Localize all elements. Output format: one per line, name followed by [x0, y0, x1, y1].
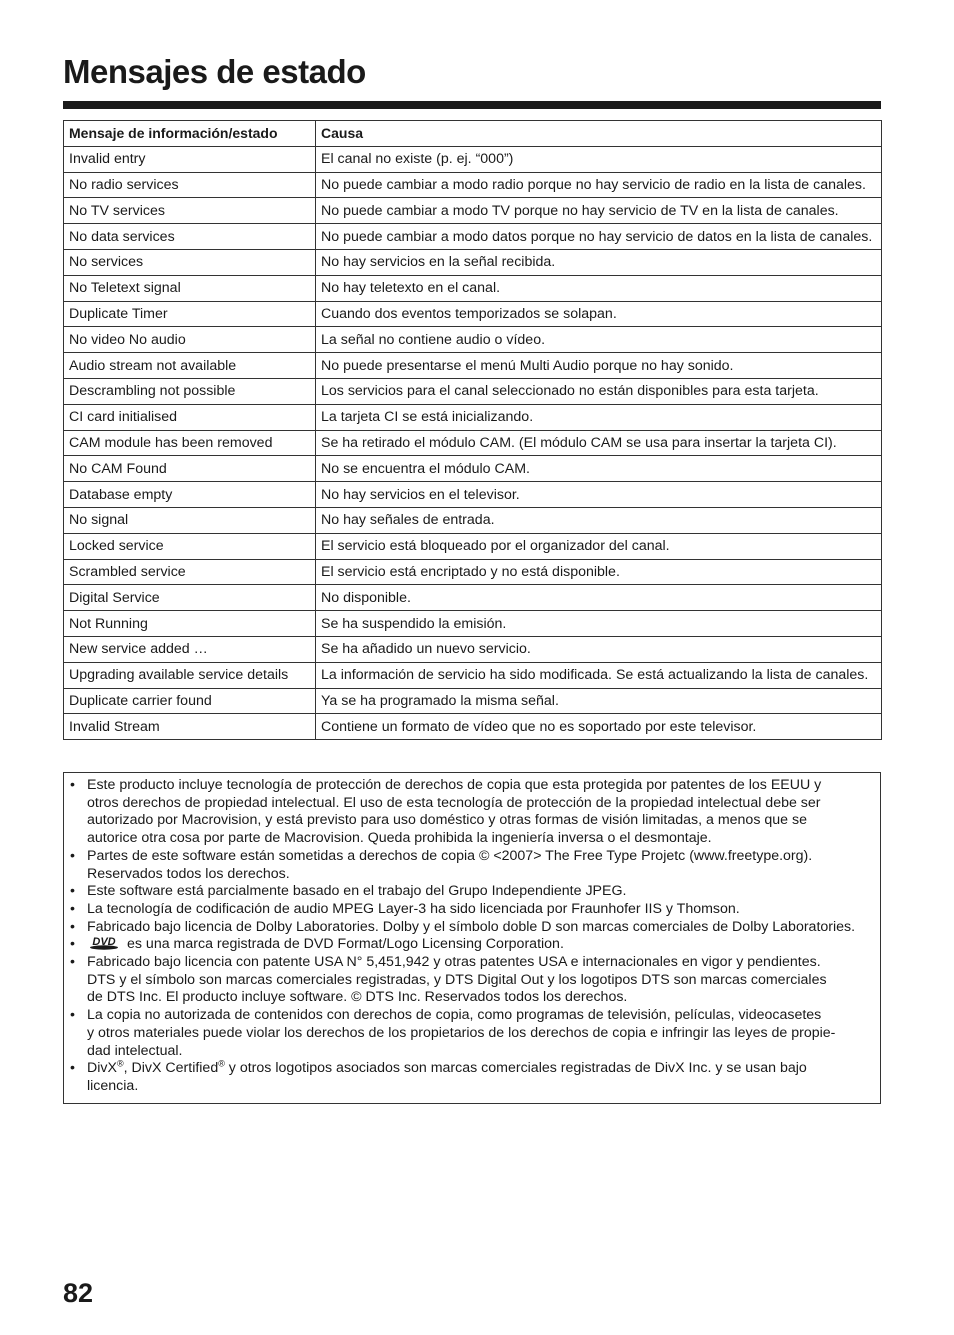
cause-cell: Cuando dos eventos temporizados se solapan. [316, 301, 882, 327]
status-messages-table [63, 120, 882, 740]
bullet: • [70, 936, 75, 953]
table-row [64, 301, 882, 327]
cause-cell: Se ha retirado el módulo CAM. (El módulo CAM se usa para insertar la tarjeta CI). [316, 430, 882, 456]
table-row [64, 585, 882, 611]
table-row [64, 482, 882, 508]
bullet: • [70, 883, 75, 900]
table-row [64, 611, 882, 637]
table-row [64, 327, 882, 353]
note-line: dad intelectual. [87, 1042, 183, 1059]
status-message-cell: Invalid entry [64, 146, 316, 172]
table-row [64, 559, 882, 585]
column-header-message: Mensaje de información/estado [64, 121, 316, 147]
cause-cell: Ya se ha programado la misma señal. [316, 688, 882, 714]
table-row [64, 430, 882, 456]
status-message-cell: Database empty [64, 482, 316, 508]
cause-cell: No puede cambiar a modo datos porque no hay servicio de datos en la lista de canales. [316, 224, 882, 250]
note-line: Este software está parcialmente basado en el trabajo del Grupo Independiente JPEG. [87, 883, 627, 900]
table-row [64, 172, 882, 198]
cause-cell: La información de servicio ha sido modificada. Se está actualizando la lista de canales. [316, 662, 882, 688]
note-line: DTS y el símbolo son marcas comerciales registradas, y DTS Digital Out y los logotipos DTS son marcas comerciales [87, 971, 827, 988]
cause-cell: Contiene un formato de vídeo que no es soportado por este televisor. [316, 714, 882, 740]
status-message-cell: CI card initialised [64, 404, 316, 430]
table-row [64, 275, 882, 301]
divx-text [87, 1060, 807, 1094]
table-row [64, 404, 882, 430]
status-message-cell: Digital Service [64, 585, 316, 611]
list-item [70, 901, 876, 919]
table-header-row [64, 121, 882, 147]
note-line: Reservados todos los derechos. [87, 865, 290, 882]
table-row [64, 249, 882, 275]
cause-cell: No puede presentarse el menú Multi Audio porque no hay sonido. [316, 353, 882, 379]
status-message-cell: Descrambling not possible [64, 378, 316, 404]
divx-text-part: y otros logotipos asociados son marcas comerciales registradas de DivX Inc. y se usan bajo [224, 1060, 807, 1077]
list-item [70, 1007, 876, 1060]
dvd-logo-icon [87, 936, 121, 950]
list-item [70, 919, 876, 937]
cause-cell: El servicio está encriptado y no está disponible. [316, 559, 882, 585]
cause-cell: El servicio está bloqueado por el organizador del canal. [316, 533, 882, 559]
registered-mark: ® [218, 1058, 225, 1069]
table-row [64, 636, 882, 662]
note-line: La tecnología de codificación de audio MPEG Layer-3 ha sido licenciada por Fraunhofer IIS y Thomson. [87, 900, 740, 917]
table-row [64, 507, 882, 533]
cause-cell: No hay servicios en el televisor. [316, 482, 882, 508]
divx-text-part: licencia. [87, 1077, 139, 1094]
list-item [70, 936, 876, 954]
table-row [64, 353, 882, 379]
status-message-cell: CAM module has been removed [64, 430, 316, 456]
status-message-cell: Audio stream not available [64, 353, 316, 379]
cause-cell: Se ha añadido un nuevo servicio. [316, 636, 882, 662]
list-item-divx [70, 1060, 876, 1095]
note-line: otros derechos de propiedad intelectual. El uso de esta tecnología de protección de la propiedad intelectual debe ser [87, 794, 821, 811]
cause-cell: El canal no existe (p. ej. “000”) [316, 146, 882, 172]
status-message-cell: Invalid Stream [64, 714, 316, 740]
cause-cell: Se ha suspendido la emisión. [316, 611, 882, 637]
status-message-cell: New service added … [64, 636, 316, 662]
status-message-cell: No Teletext signal [64, 275, 316, 301]
bullet: • [70, 918, 75, 935]
bullet: • [70, 900, 75, 917]
cause-cell: No puede cambiar a modo radio porque no hay servicio de radio en la lista de canales. [316, 172, 882, 198]
title-rule [63, 101, 881, 109]
note-line: Fabricado bajo licencia de Dolby Laboratories. Dolby y el símbolo doble D son marcas comerciales de Dolby Laboratories. [87, 918, 856, 935]
divx-text-part: , DivX Certified [123, 1060, 219, 1077]
note-line: autorizado por Macrovision, y está previsto para uso doméstico y otras formas de visión limitadas, a menos que se [87, 812, 807, 829]
table-row [64, 714, 882, 740]
cause-cell: No puede cambiar a modo TV porque no hay servicio de TV en la lista de canales. [316, 198, 882, 224]
page-title: Mensajes de estado [63, 53, 366, 90]
note-line: autorice otra cosa por parte de Macrovision. Queda prohibida la ingeniería inversa o el desmontaje. [87, 830, 712, 847]
status-message-cell: No services [64, 249, 316, 275]
divx-text-part: DivX [87, 1060, 117, 1077]
cause-cell: Los servicios para el canal seleccionado no están disponibles para esta tarjeta. [316, 378, 882, 404]
table-row [64, 533, 882, 559]
note-line: es una marca registrada de DVD Format/Logo Licensing Corporation. [127, 936, 564, 953]
list-item [70, 777, 876, 848]
status-message-cell: Duplicate Timer [64, 301, 316, 327]
list-item [70, 848, 876, 883]
status-message-cell: No CAM Found [64, 456, 316, 482]
bullet: • [70, 847, 75, 864]
registered-mark: ® [116, 1058, 124, 1069]
status-message-cell: No video No audio [64, 327, 316, 353]
table-row [64, 456, 882, 482]
cause-cell: No disponible. [316, 585, 882, 611]
status-message-cell: Not Running [64, 611, 316, 637]
table-row [64, 146, 882, 172]
page-number: 82 [63, 1278, 94, 1308]
note-line: La copia no autorizada de contenidos con derechos de copia, como programas de televisión, películas, videocasetes [87, 1007, 822, 1024]
cause-cell: No hay servicios en la señal recibida. [316, 249, 882, 275]
status-message-cell: No TV services [64, 198, 316, 224]
note-line: de DTS Inc. El producto incluye software. © DTS Inc. Reservados todos los derechos. [87, 989, 628, 1006]
cause-cell: La tarjeta CI se está inicializando. [316, 404, 882, 430]
list-item [70, 954, 876, 1007]
dvd-logo-text: DVD [92, 936, 116, 949]
bullet: • [70, 777, 75, 793]
legal-notes-box [63, 772, 881, 1104]
note-line: Partes de este software están sometidas a derechos de copia © <2007> The Free Type Projetc (www.freetype.org). [87, 847, 813, 864]
status-message-cell: Duplicate carrier found [64, 688, 316, 714]
list-item [70, 883, 876, 901]
cause-cell: No hay teletexto en el canal. [316, 275, 882, 301]
bullet: • [70, 954, 75, 971]
bullet: • [70, 1007, 75, 1024]
note-line: Este producto incluye tecnología de protección de derechos de copia que esta protegida por patentes de los EEUU y [87, 777, 822, 793]
table-row [64, 378, 882, 404]
status-message-cell: Upgrading available service details [64, 662, 316, 688]
column-header-cause: Causa [316, 121, 882, 147]
status-message-cell: Scrambled service [64, 559, 316, 585]
table-row [64, 198, 882, 224]
note-line: Fabricado bajo licencia con patente USA N° 5,451,942 y otras patentes USA e internacionales en vigor y pendientes. [87, 954, 821, 971]
table-row [64, 688, 882, 714]
legal-notes-list [70, 777, 876, 1096]
status-message-cell: No data services [64, 224, 316, 250]
status-message-cell: Locked service [64, 533, 316, 559]
cause-cell: No se encuentra el módulo CAM. [316, 456, 882, 482]
table-row [64, 662, 882, 688]
bullet: • [70, 1060, 75, 1077]
cause-cell: No hay señales de entrada. [316, 507, 882, 533]
cause-cell: La señal no contiene audio o vídeo. [316, 327, 882, 353]
status-message-cell: No radio services [64, 172, 316, 198]
table-row [64, 224, 882, 250]
status-message-cell: No signal [64, 507, 316, 533]
note-line: y otros materiales puede violar los derechos de los propietarios de los derechos de copia e infringir las leyes de propie- [87, 1024, 836, 1041]
